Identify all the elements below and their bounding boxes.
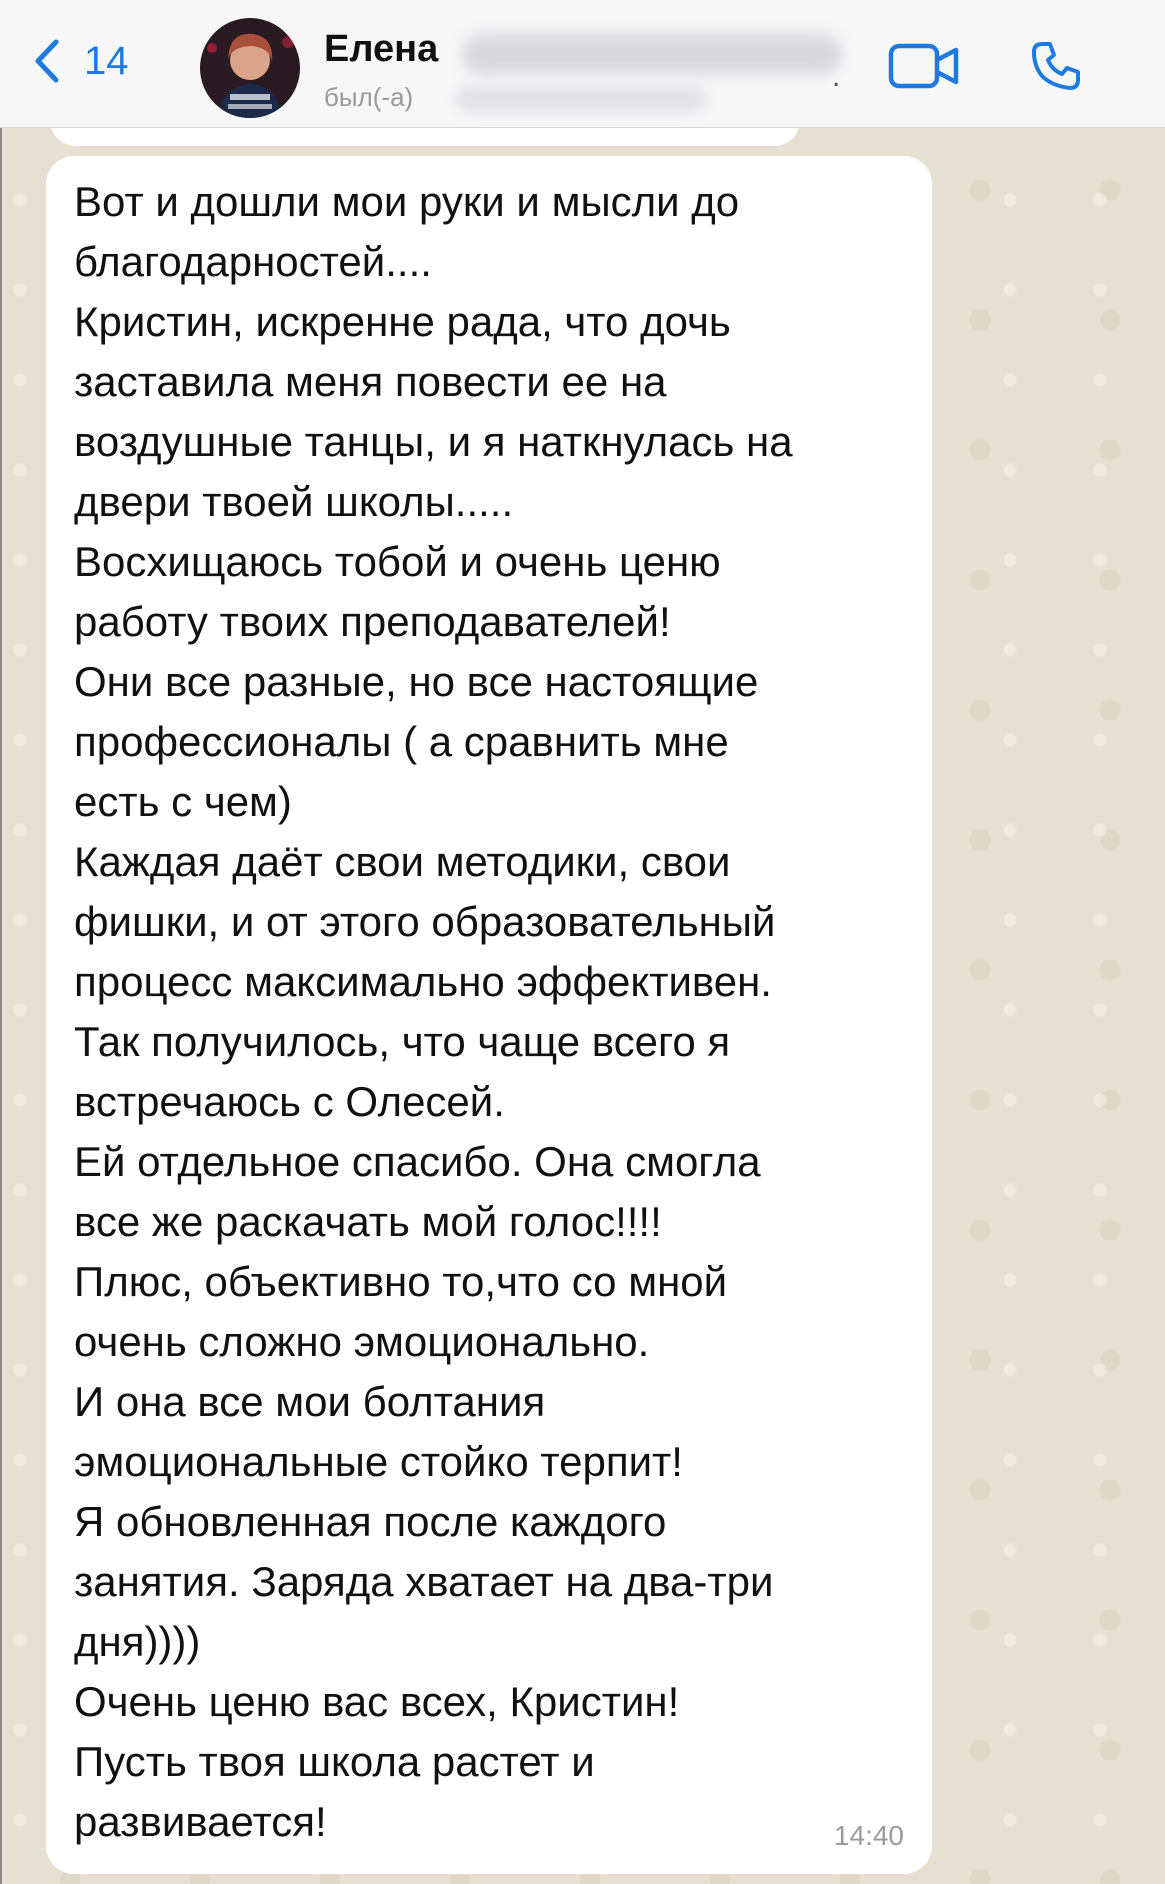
message-text: Вот и дошли мои руки и мысли до благодарностей.... Кристин, искренне рада, что дочь заставила меня повести ее на воздушные танцы, и я наткнулась на двери твоей школы..... Восхищаюсь тобой и очень ценю работу твоих преподавателей! Они все разные, но все настоящие профессионалы ( а сравнить мне есть с чем) Каждая даёт свои методики, свои фишки, и от этого образовательный процесс максимально эффективен. Так получилось, что чаще всего я встречаюсь с Олесей. Ей отдельное спасибо. Она смогла все же раскачать мой голос!!!! Плюс, объективно то,что со мной очень сложно эмоционально. И она все мои болтания эмоциональные стойко терпит! Я обновленная после каждого занятия. Заряда хватает на два-три дня)))) Очень ценю вас всех, Кристин! Пусть твоя школа растет и развивается! bbox=[74, 178, 793, 1845]
contact-avatar[interactable] bbox=[200, 18, 300, 118]
chevron-left-icon bbox=[32, 38, 62, 84]
chat-header bbox=[0, 0, 1165, 128]
trailing-dot: . bbox=[832, 60, 841, 93]
video-camera-icon bbox=[888, 77, 960, 94]
message-timestamp: 14:40 bbox=[833, 1820, 904, 1851]
back-button[interactable] bbox=[32, 38, 129, 84]
video-call-button[interactable] bbox=[888, 42, 960, 95]
voice-call-button[interactable] bbox=[1028, 38, 1084, 99]
contact-name[interactable]: Елена bbox=[324, 28, 439, 70]
unread-count: 14 bbox=[84, 39, 129, 83]
contact-last-seen: был(-а) bbox=[324, 82, 414, 112]
blurred-status bbox=[456, 86, 706, 112]
message-bubble[interactable] bbox=[46, 156, 932, 1874]
phone-icon bbox=[1028, 81, 1084, 98]
blurred-name bbox=[462, 34, 842, 74]
window-edge bbox=[0, 0, 2, 1884]
